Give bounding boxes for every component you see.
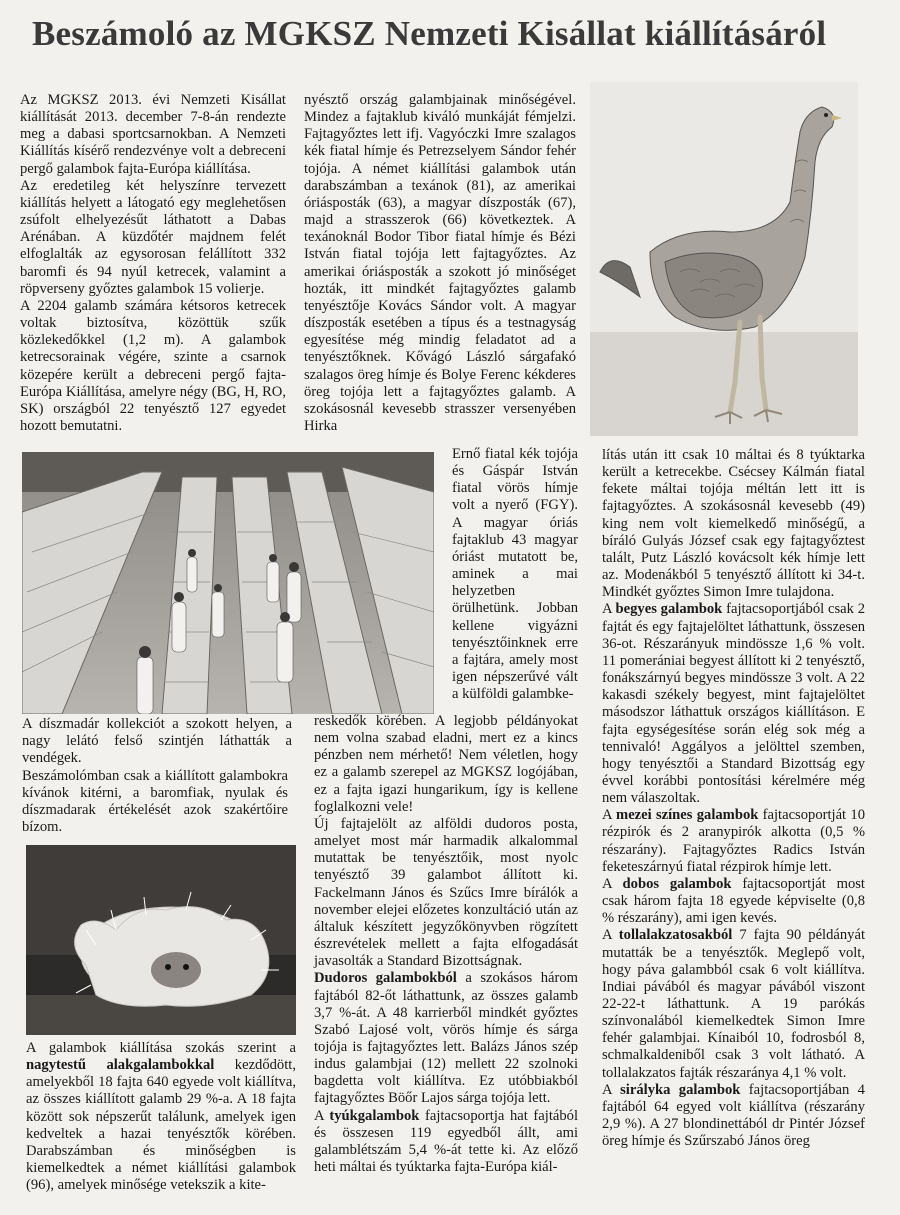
paragraph: nyésztő ország galambjainak minőségével. Mindez a fajtaklub kiváló munkáját fémjelzi. Fajtagyőztes lett ifj. Vagyóczki Imre szalagos kék fiatal hímje és Petrezselyem Sándor fehér tojója. A német kiállítási galambok után darabszámban a texánok (81), az amerikai óriásposták (63), a magyar díszposták (67), majd a strasszerok (66) következtek. A texánoknál Bodor Tibor fiatal hímje és Bézi István fiatal tojója lett fajtagyőztes. Az amerikai óriásposták a szokott jó minőséget hozták, itt mindkét fajtagyőztes galamb tenyésztője Kovács Sándor volt. A magyar díszposták esetében a típus és a testnagyság egyesítése még mindig feladatot ad a tenyésztőknek. Kővágó László sárgafakó szalagos öreg hímje és Bolye Ferenc kékderes öreg tojója lett a fajtagyőztes galamb. A szokásosnál kevesebb strasszer versenyében Hirka [304, 92, 576, 434]
text-run: fajtacsoportja hat fajtából és összesen 119 egyedből állt, ami galamblétszám 5,4 %-át tette ki. Az előző heti máltai és tyúktarka fajta-Európa kiál- [314, 1107, 578, 1176]
paragraph [602, 807, 865, 876]
hall-photo-caption: A díszmadár kollekciót a szokott helyen, a nagy lelátó felső szintjén láthatták a vendégek. [22, 716, 292, 767]
text-run: kezdődött, amelyekből 18 fajta 640 egyede volt kiállítva, az összes kiállított galamb 29 %-a. A 18 fajta között sok népszerűt találunk, amelyek igen kedveltek a hazai tenyésztők körében. Darabszámban és minőségben is kiemelkedtek a német kiállítási galambok (96), amelyek minősége vetekszik a kite- [26, 1057, 296, 1194]
paragraph [602, 601, 865, 807]
column-1-top [20, 92, 286, 435]
paragraph [314, 1108, 578, 1177]
paragraph: reskedők körében. A legjobb példányokat nem volna szabad eladni, mert ez a kincs pénzben nem mérhető! Nem véletlen, hogy ez a galamb szerepel az MGKSZ logójában, ez a fajta igazi hungarikum, így is kellene foglalkozni vele! [314, 713, 578, 815]
text-run: A [602, 927, 619, 944]
article-title: Beszámoló az MGKSZ Nemzeti Kisállat kiállításáról [32, 14, 827, 53]
paragraph: Beszámolómban csak a kiállított galambokra kívánok kitérni, a baromfiak, nyulak és díszmadarak értékelését azok szakértőire bízom. [22, 768, 288, 836]
paragraph [602, 876, 865, 927]
exhibition-hall-photo [22, 452, 434, 714]
text-run: A [314, 1107, 330, 1124]
guinea-pig-photo [26, 845, 296, 1035]
paragraph [314, 970, 578, 1107]
text-run: 7 fajta 90 példányát mutatták be a tenyésztők. Meglepő volt, hogy páva galambból csak 6 volt kiállítva. Indiai pávából és magyar pávából viszont 22-22-t láthattunk. A 19 parókás színvonalából kiemelkedtek Simon Imre fehér galambjai. Kínaiból 10, fodrosból 8, schmalkaldeniből csak 3 volt látható. A tollalakzatos fajták részaránya 4,1 % volt. [602, 927, 865, 1081]
text-run: A [602, 875, 623, 892]
paragraph: A 2204 galamb számára kétsoros ketrecek voltak biztosítva, közöttük szűk közlekedőkkel (1,2 m). A galambok ketrecsorainak végére, szinte a csarnok közepére került a debreceni pergő fajta-Európa Kiállítása, amelyre négy (BG, H, RO, SK) országból 22 tenyésztő 127 egyedet hozott bemutatni. [20, 297, 286, 434]
paragraph [602, 927, 865, 1081]
column-1-bottom [26, 1040, 296, 1194]
column-3 [602, 447, 865, 1150]
text-run: fajtacsoportjában 4 fajtából 64 egyed volt kiállítva (részarány 2,9 %). A 27 blondinettából dr Pintér József öreg hímje és Szűrszabó János öreg [602, 1081, 865, 1150]
bold-term: dobos galambok [622, 875, 732, 892]
text-run: A galambok kiállítása szokás szerint a [26, 1040, 296, 1056]
bold-term: tyúkgalambok [329, 1107, 420, 1124]
text-run: fajtacsoportjából csak 2 fajtát és egy fajtajelöltet láthattunk, összesen 36-ot. Részarányuk mindössze 1,6 % volt. 11 pomerániai begyest állított ki 2 tenyésztő, fonákszárnyú begyes mindössze 3 volt. A 22 kakasdi székely begyest, mint fajtajelöltet másodszor láthattuk országos kiállításon. E fajta egységesítése során elég sok még a tennivaló! Aggályos a jelölttel szemben, hogy tenyésztői a Standard Bizottság egy évvel korábbi pontosítási kérelmére még nem válaszoltak. [602, 601, 865, 807]
paragraph: Az MGKSZ 2013. évi Nemzeti Kisállat kiállítását 2013. december 7-8-án rendezte meg a dabasi sportcsarnokban. A Nemzeti Kiállítás kísérő rendezvénye volt a debreceni pergő galambok fajta-Európa kiállítása. [20, 92, 286, 177]
paragraph: Ernő fiatal kék tojója és Gáspár István fiatal vörös hímje volt a nyerő (FGY). A magyar óriás fajtaklub 43 magyar óriást mutatott be, aminek a mai helyzetben örülhetünk. Jobban kellene vigyázni tenyésztőinknek erre a fajtára, amely most igen népszerűvé vált a külföldi galambke- [452, 446, 578, 703]
paragraph: lítás után itt csak 10 máltai és 8 tyúktarka került a ketrecekbe. Csécsey Kálmán fiatal fekete máltai tojója méltán lett itt is fajtagyőztes. A szokásosnál kevesebb (49) king nem volt kiemelkedő minőségű, a bíráló Gulyás József csak egy fajtagyőztest talált, Putz László kovácsolt kék hímje lett az. Modenákból 5 tenyésztő állított ki 34-t. Mindkét győztes Simon Imre tulajdona. [602, 447, 865, 601]
column-2-top [304, 92, 576, 435]
paragraph [26, 1040, 296, 1194]
column-2-bottom [314, 713, 578, 1176]
text-run: a szokásos három fajtából 82-őt láthattunk, az összes galamb 3,7 %-át. A 48 karrierből mindkét győztes Szabó Lajosé volt, vörös hímje és sárga tojója is fajtagyőztes lett. Balázs János szép indus galambjai (12) mellett 22 szolnoki bagdetta volt kiállítva. Ez utóbbiakból fajtagyőztes Böőr Lajos sárga tojója lett. [314, 970, 578, 1107]
bold-term: nagytestű alakgalambokkal [26, 1057, 215, 1074]
text-run: fajtacsoportját most csak három fajta 18 egyede képviselte (0,8 % részarány), ami igen kevés. [602, 875, 865, 927]
bold-term: mezei színes galambok [616, 807, 759, 824]
bold-term: Dudoros galambokból [314, 970, 457, 987]
text-run: A [602, 601, 616, 618]
paragraph [602, 1082, 865, 1151]
bold-term: sirályka galambok [620, 1081, 741, 1098]
text-run: fajtacsoportját 10 rézpirók és 2 aranypirók alkotta (0,5 % részarány). Fajtagyőztes Radics István feketeszárnyú fiatal rézpirok hímje lett. [602, 807, 865, 875]
paragraph: Az eredetileg két helyszínre tervezett kiállítás helyett a látogató egy meglehetősen zsúfolt elhelyezésűt láthatott a Dabas Arénában. A küzdőtér majdnem felét elfoglalták az egysorosan felállított 332 baromfi és 94 nyúl ketrecek, valamint a röpverseny győztes galambok 15 volierje. [20, 177, 286, 297]
chicken-photo [590, 82, 858, 436]
text-run: A [602, 1081, 621, 1098]
text-run: A [602, 807, 617, 824]
bold-term: begyes galambok [615, 601, 723, 618]
column-2-narrow [452, 446, 578, 703]
bold-term: tollalakzatosakból [618, 927, 733, 944]
column-1-middle [22, 768, 288, 837]
paragraph: Új fajtajelölt az alföldi dudoros posta, amelyet most már harmadik alkalommal mutattak be tenyésztőik, most nyolc tenyésztő 39 galambot állított ki. Fackelmann János és Szűcs Imre bírálók a november elejei előzetes konzultáció után az általuk készített jegyzőkönyvben rögzített észrevételek mellett a fajta elfogadását javasolták a Standard Bizottságnak. [314, 815, 578, 970]
